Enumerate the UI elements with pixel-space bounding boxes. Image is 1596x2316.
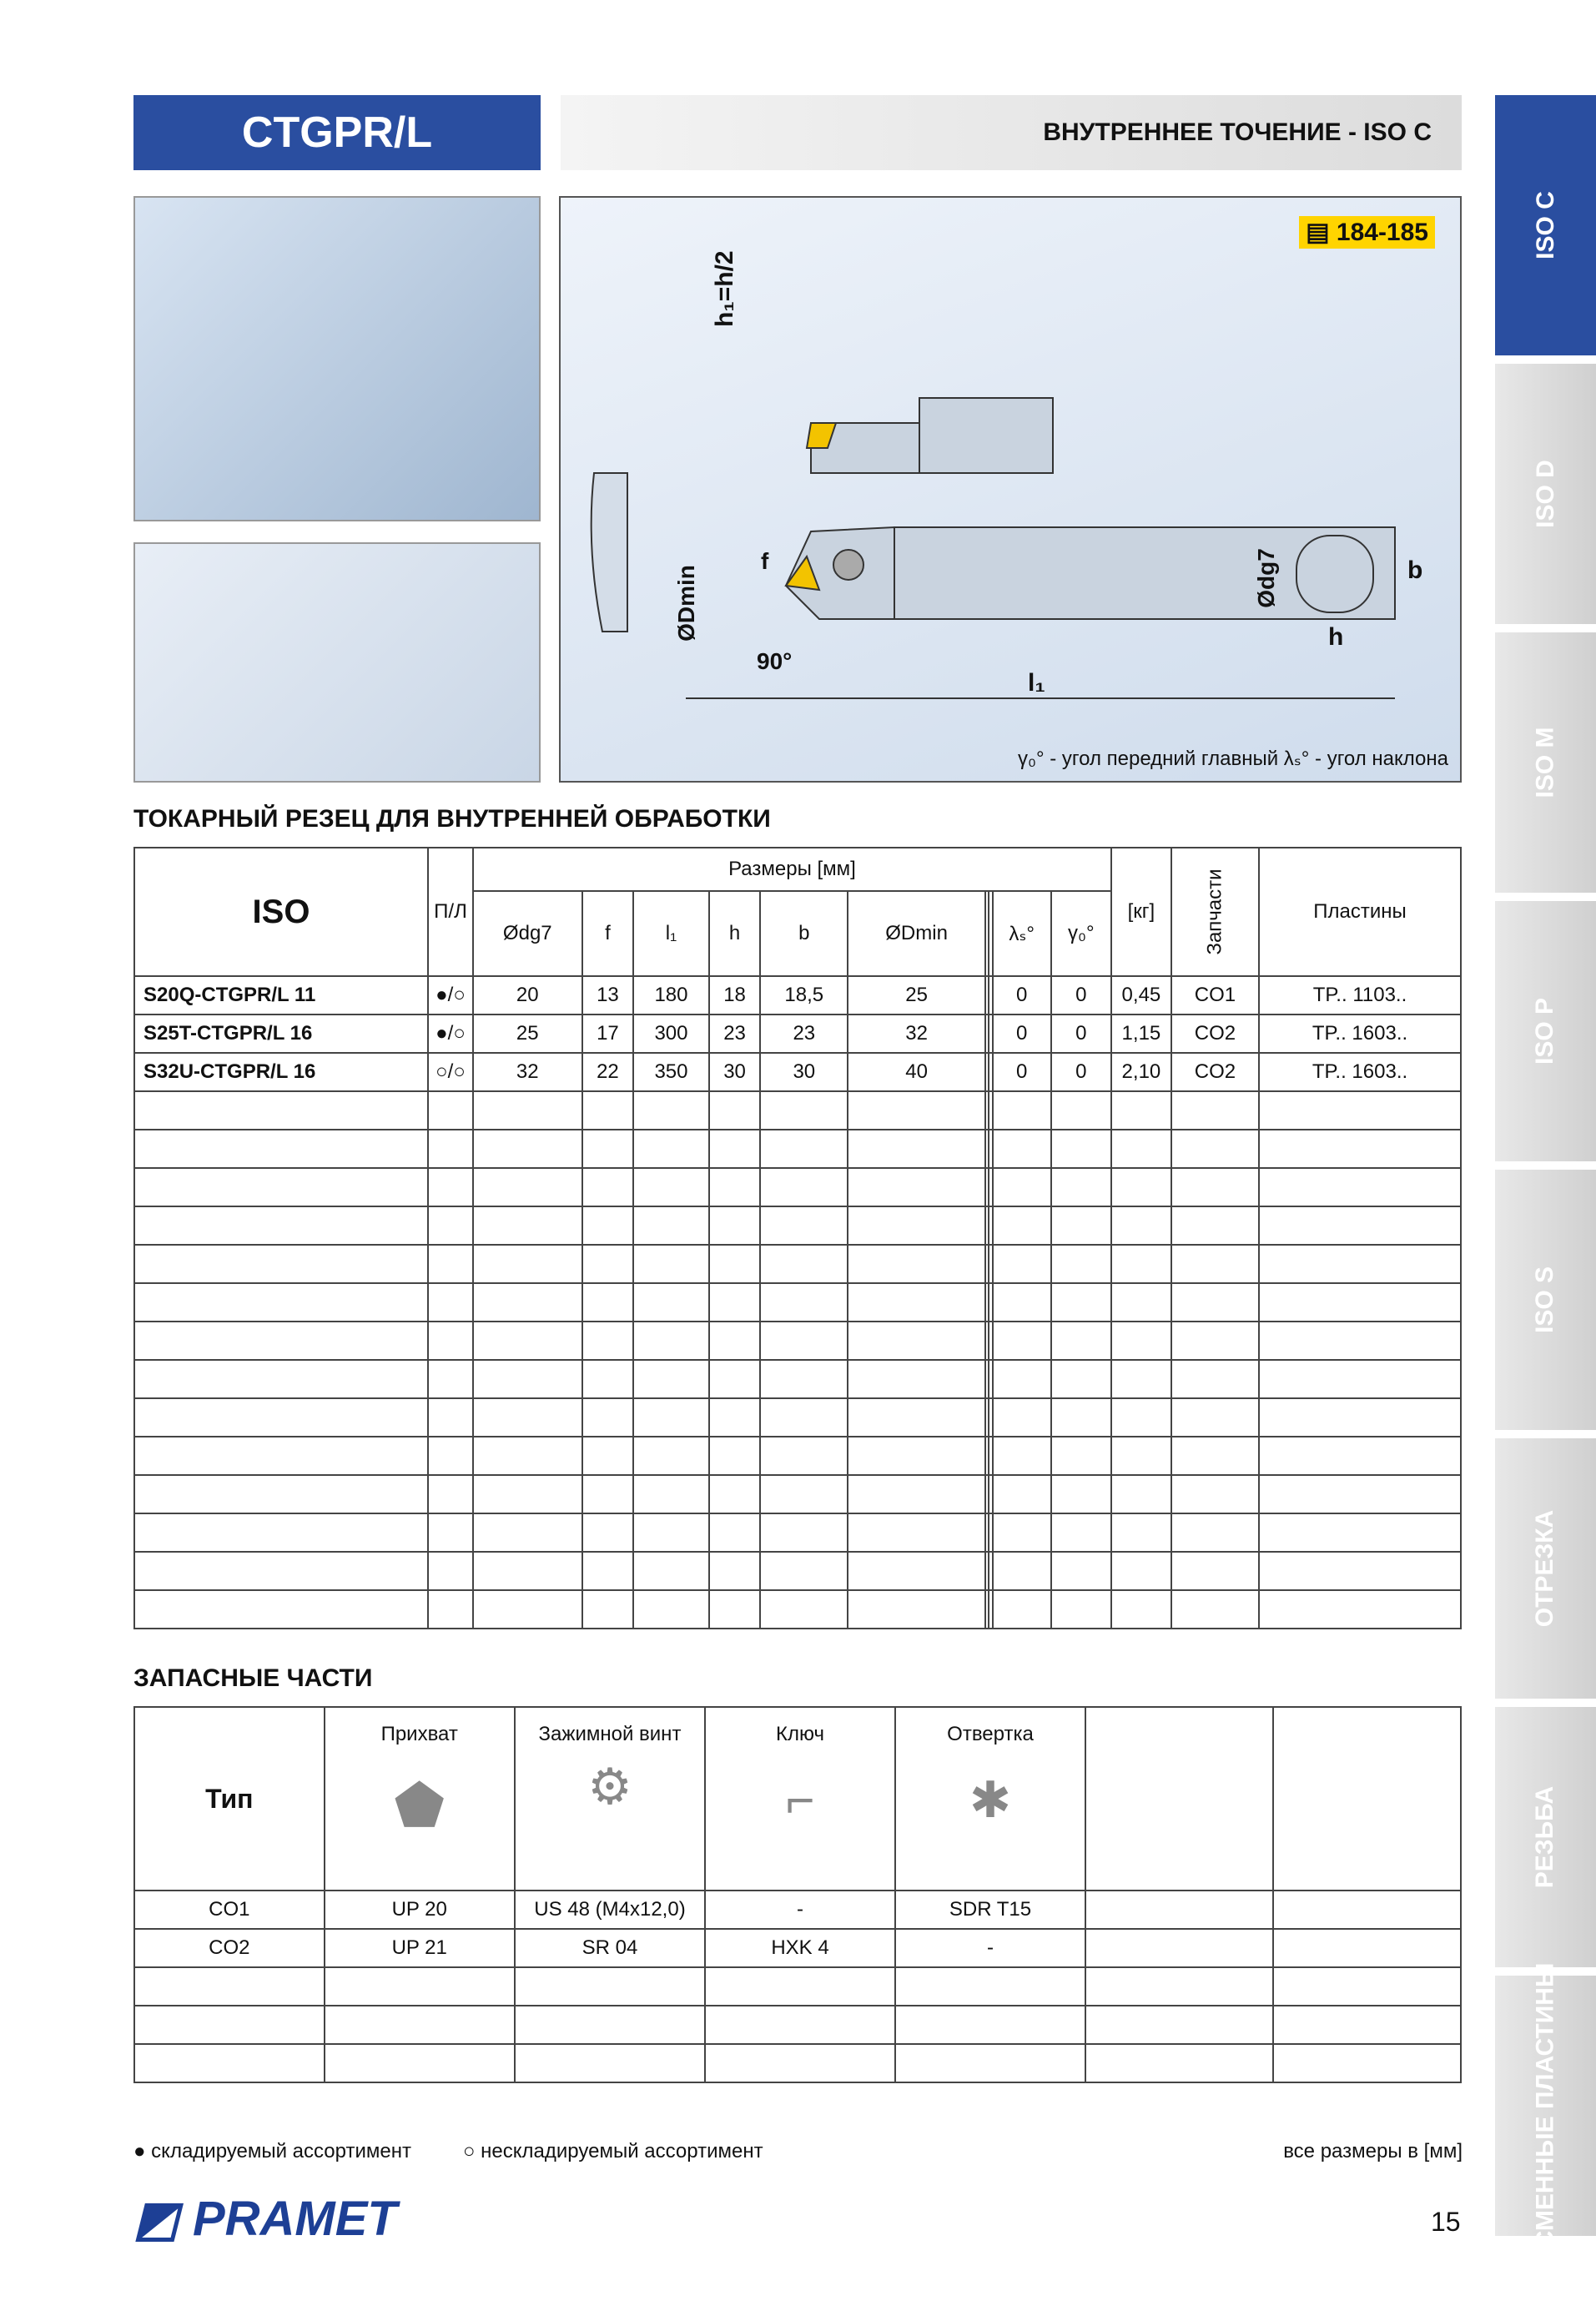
row-pl: ●/○ [428, 976, 473, 1015]
spare-screw: US 48 (M4x12,0) [515, 1891, 705, 1929]
row-iso: S25T-CTGPR/L 16 [134, 1015, 428, 1053]
stocked-legend [133, 2140, 411, 2163]
row-l1: 300 [633, 1015, 708, 1053]
empty-header [1273, 1707, 1461, 1891]
sizes-header: Размеры [мм] [473, 848, 1111, 891]
row-ls: 0 [993, 1053, 1051, 1091]
clamp-header [325, 1707, 515, 1891]
pl-header: П/Л [428, 848, 473, 976]
row-f: 13 [582, 976, 634, 1015]
row-f: 17 [582, 1015, 634, 1053]
screw-label: Зажимной винт [538, 1723, 682, 1745]
row-h: 23 [709, 1015, 761, 1053]
row-b: 18,5 [760, 976, 848, 1015]
table-row [134, 1168, 1461, 1206]
row-kg: 2,10 [1111, 1053, 1171, 1091]
clamp-label: Прихват [380, 1723, 458, 1745]
side-tab-iso-c[interactable]: ISO C [1495, 95, 1596, 355]
machining-diagram [133, 542, 541, 783]
dim-label-h: h [1328, 623, 1344, 651]
spare-empty [1273, 1891, 1461, 1929]
pramet-logo-icon: ◩ [133, 2192, 179, 2246]
spare-screw: SR 04 [515, 1929, 705, 1967]
row-ls: 0 [993, 976, 1051, 1015]
dim-label-b: b [1407, 556, 1423, 584]
spare-row [134, 1891, 1461, 1929]
spare-empty [1273, 1929, 1461, 1967]
table-row [134, 1015, 1461, 1053]
spare-type: CO2 [134, 1929, 325, 1967]
dim-label-h1: h₁=h/2 [711, 250, 738, 327]
hex-key-icon: ⌐ [785, 1772, 815, 1828]
table-row [134, 1398, 1461, 1437]
page-icon: ▤ [1306, 219, 1330, 246]
stocked-label: складируемый ассортимент [151, 2140, 411, 2162]
col-l1: l₁ [633, 891, 708, 976]
spare-header: Запчасти [1171, 848, 1259, 976]
row-insert: TP.. 1603.. [1259, 1015, 1461, 1053]
unstocked-label: нескладируемый ассортимент [481, 2140, 763, 2162]
spare-clamp: UP 20 [325, 1891, 515, 1929]
spare-screwdriver: - [895, 1929, 1085, 1967]
row-l1: 350 [633, 1053, 708, 1091]
pramet-logo [133, 2190, 397, 2247]
page-subtitle: ВНУТРЕННЕЕ ТОЧЕНИЕ - ISO C [561, 95, 1462, 170]
row-insert: TP.. 1103.. [1259, 976, 1461, 1015]
row-insert: TP.. 1603.. [1259, 1053, 1461, 1091]
row-go: 0 [1051, 976, 1111, 1015]
side-tab-iso-m[interactable]: ISO M [1495, 632, 1596, 893]
table-row [134, 1513, 1461, 1552]
table-row [134, 1475, 1461, 1513]
tool-drawing-svg [561, 198, 1460, 781]
row-dg7: 32 [473, 1053, 582, 1091]
side-tab-iso-d[interactable]: ISO D [1495, 364, 1596, 624]
technical-drawing [559, 196, 1462, 783]
col-dmin: ØDmin [848, 891, 985, 976]
key-label: Ключ [776, 1723, 825, 1745]
table-row [134, 1552, 1461, 1590]
side-tab-threading[interactable]: РЕЗЬБА [1495, 1707, 1596, 1967]
table-row [134, 1590, 1461, 1629]
reference-pages: 184-185 [1336, 219, 1428, 246]
angle-legend: γ₀° - угол передний главный λₛ° - угол наклона [1018, 748, 1448, 770]
filled-circle-icon: ● [133, 2140, 146, 2162]
dim-label-dmin: ØDmin [672, 565, 699, 642]
spare-row [134, 1929, 1461, 1967]
spare-row [134, 1967, 1461, 2006]
dim-label-f: f [761, 548, 769, 574]
row-h: 30 [709, 1053, 761, 1091]
row-b: 23 [760, 1015, 848, 1053]
table-row [134, 1437, 1461, 1475]
spare-section-title: ЗАПАСНЫЕ ЧАСТИ [133, 1664, 373, 1692]
inserts-header: Пластины [1259, 848, 1461, 976]
row-ls: 0 [993, 1015, 1051, 1053]
row-kg: 1,15 [1111, 1015, 1171, 1053]
row-pl: ○/○ [428, 1053, 473, 1091]
row-spare: CO1 [1171, 976, 1259, 1015]
dim-label-angle: 90° [757, 648, 793, 674]
logo-text: PRAMET [192, 2192, 397, 2246]
side-tab-iso-s[interactable]: ISO S [1495, 1170, 1596, 1430]
col-go: γ₀° [1051, 891, 1111, 976]
row-f: 22 [582, 1053, 634, 1091]
screwdriver-icon: ✱ [969, 1772, 1012, 1828]
side-tab-iso-p[interactable]: ISO P [1495, 901, 1596, 1161]
row-l1: 180 [633, 976, 708, 1015]
dim-label-l1: l₁ [1028, 669, 1045, 697]
row-dg7: 25 [473, 1015, 582, 1053]
table-row [134, 1053, 1461, 1091]
tool-photo [133, 196, 541, 521]
row-dmin: 32 [848, 1015, 985, 1053]
spare-clamp: UP 21 [325, 1929, 515, 1967]
spare-parts-table [133, 1706, 1462, 2083]
screwdriver-label: Отвертка [947, 1723, 1034, 1745]
row-b: 30 [760, 1053, 848, 1091]
row-iso: S20Q-CTGPR/L 11 [134, 976, 428, 1015]
spare-row [134, 2044, 1461, 2082]
row-kg: 0,45 [1111, 976, 1171, 1015]
col-dg7: Ødg7 [473, 891, 582, 976]
empty-header [1085, 1707, 1273, 1891]
table-row [134, 1360, 1461, 1398]
row-pl: ●/○ [428, 1015, 473, 1053]
key-header [705, 1707, 895, 1891]
row-dmin: 25 [848, 976, 985, 1015]
row-dg7: 20 [473, 976, 582, 1015]
spare-key: HXK 4 [705, 1929, 895, 1967]
table-row [134, 1206, 1461, 1245]
screw-header [515, 1707, 705, 1891]
col-h: h [709, 891, 761, 976]
page-title: CTGPR/L [133, 95, 541, 170]
dim-label-dg7: Ødg7 [1252, 548, 1279, 608]
units-note: все размеры в [мм] [1283, 2140, 1463, 2162]
row-go: 0 [1051, 1053, 1111, 1091]
row-iso: S32U-CTGPR/L 16 [134, 1053, 428, 1091]
screwdriver-header [895, 1707, 1085, 1891]
kg-header: [кг] [1111, 848, 1171, 976]
screw-icon: ⚙ [587, 1759, 632, 1815]
spare-type: CO1 [134, 1891, 325, 1929]
table-row [134, 1322, 1461, 1360]
row-spare: CO2 [1171, 1015, 1259, 1053]
row-spare: CO2 [1171, 1053, 1259, 1091]
table-row [134, 1091, 1461, 1130]
main-section-title: ТОКАРНЫЙ РЕЗЕЦ ДЛЯ ВНУТРЕННЕЙ ОБРАБОТКИ [133, 805, 771, 833]
col-f: f [582, 891, 634, 976]
table-row [134, 1130, 1461, 1168]
clamp-icon: ⬟ [394, 1773, 446, 1838]
spare-empty [1085, 1891, 1273, 1929]
iso-header: ISO [134, 848, 428, 976]
type-header: Тип [134, 1707, 325, 1891]
spare-row [134, 2006, 1461, 2044]
table-row [134, 1283, 1461, 1322]
row-dmin: 40 [848, 1053, 985, 1091]
spare-screwdriver: SDR T15 [895, 1891, 1085, 1929]
page-number: 15 [1431, 2207, 1461, 2237]
spare-key: - [705, 1891, 895, 1929]
tool-table [133, 847, 1462, 1629]
col-b: b [760, 891, 848, 976]
side-tab-inserts[interactable]: СМЕННЫЕ ПЛАСТИНЫ [1495, 1976, 1596, 2236]
spare-empty [1085, 1929, 1273, 1967]
unstocked-legend [463, 2140, 763, 2163]
col-ls: λₛ° [993, 891, 1051, 976]
table-row [134, 1245, 1461, 1283]
empty-circle-icon: ○ [463, 2140, 476, 2162]
row-go: 0 [1051, 1015, 1111, 1053]
table-row [134, 976, 1461, 1015]
side-tab-parting[interactable]: ОТРЕЗКА [1495, 1438, 1596, 1699]
row-h: 18 [709, 976, 761, 1015]
